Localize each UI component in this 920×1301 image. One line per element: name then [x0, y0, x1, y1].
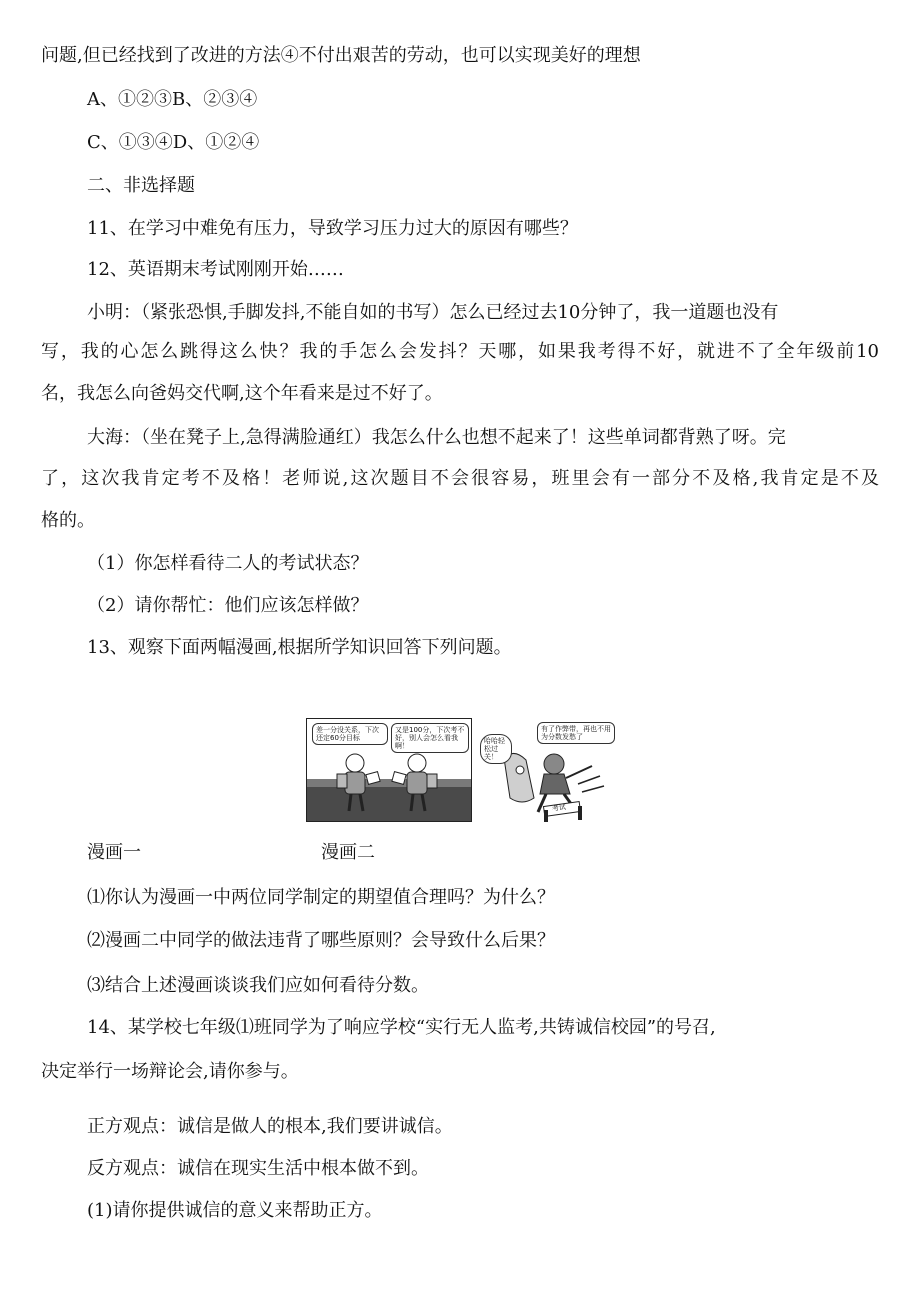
- question-14-cont: 决定举行一场辩论会,请你参与。: [41, 1061, 299, 1082]
- comic-panel-two: [474, 718, 618, 822]
- dahai-line-2: 了，这次我肯定考不及格！老师说,这次题目不会很容易，班里会有一部分不及格,我肯定是不及: [41, 468, 879, 489]
- comic-caption-two: 漫画二: [321, 842, 375, 863]
- question-12-part-2: （2）请你帮忙：他们应该怎样做？: [87, 595, 369, 616]
- dahai-line-3: 格的。: [41, 510, 95, 531]
- dahai-line-1: 大海：（坐在凳子上,急得满脸通红）我怎么什么也想不起来了！这些单词都背熟了呀。完: [87, 427, 786, 448]
- speech-bubble-cheat: 有了作弊带，再也不用为分数发愁了: [537, 722, 615, 744]
- comic-panel-one: [306, 718, 472, 822]
- xiaoming-line-1: 小明：（紧张恐惧,手脚发抖,不能自如的书写）怎么已经过去10分钟了，我一道题也没有: [87, 302, 779, 323]
- section-heading: 二、非选择题: [87, 175, 195, 196]
- comic-strip: [306, 718, 618, 822]
- question-13-part-3: ⑶结合上述漫画谈谈我们应如何看待分数。: [87, 975, 429, 996]
- negative-view: 反方观点：诚信在现实生活中根本做不到。: [87, 1158, 429, 1179]
- comic-caption-one: 漫画一: [87, 842, 141, 863]
- question-14: 14、某学校七年级⑴班同学为了响应学校“实行无人监考,共铸诚信校园”的号召,: [87, 1017, 716, 1038]
- speech-bubble-haha: 哈哈轻松过关！: [480, 734, 512, 764]
- question-12: 12、英语期末考试刚刚开始……: [87, 259, 344, 280]
- question-11: 11、在学习中难免有压力，导致学习压力过大的原因有哪些？: [87, 218, 578, 239]
- speech-bubble-right: 又是100分，下次考不好，别人会怎么看我啊！: [391, 723, 469, 753]
- text-line-1: 问题,但已经找到了改进的方法④不付出艰苦的劳动，也可以实现美好的理想: [41, 45, 641, 66]
- affirmative-view: 正方观点：诚信是做人的根本,我们要讲诚信。: [87, 1116, 453, 1137]
- xiaoming-line-3: 名，我怎么向爸妈交代啊,这个年看来是过不好了。: [41, 383, 443, 404]
- exam-sign-label: 考试: [551, 803, 567, 813]
- option-line-cd: C、①③④D、①②④: [87, 132, 260, 153]
- question-12-part-1: （1）你怎样看待二人的考试状态？: [87, 553, 369, 574]
- question-13-part-1: ⑴你认为漫画一中两位同学制定的期望值合理吗？为什么？: [87, 887, 555, 908]
- speech-bubble-left: 差一分没关系，下次还定60分目标: [312, 723, 388, 745]
- question-14-part-1: (1)请你提供诚信的意义来帮助正方。: [87, 1200, 383, 1221]
- option-line-ab: A、①②③B、②③④: [87, 89, 258, 110]
- xiaoming-line-2: 写，我的心怎么跳得这么快？我的手怎么会发抖？天哪，如果我考得不好，就进不了全年级前10: [41, 341, 879, 362]
- question-13: 13、观察下面两幅漫画,根据所学知识回答下列问题。: [87, 637, 512, 658]
- question-13-part-2: ⑵漫画二中同学的做法违背了哪些原则？会导致什么后果？: [87, 930, 555, 951]
